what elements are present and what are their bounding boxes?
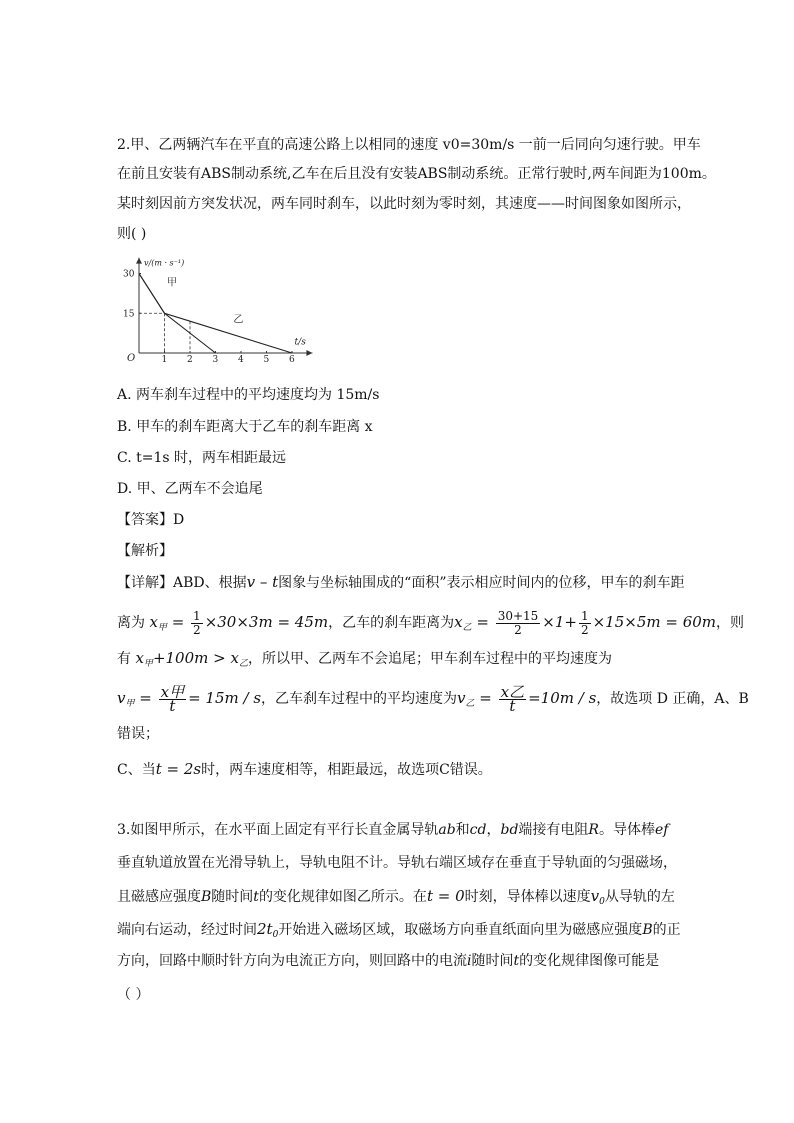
q2-stem-line-3: 某时刻因前方突发状况，两车同时刹车，以此时刻为零时刻，其速度——时间图象如图所示， [117, 196, 691, 212]
fraction-x-yi-t: $\frac{\text{x乙}}{t}$ [500, 682, 525, 715]
eq-no-collision: $x_甲+100m > x_乙$ [135, 649, 248, 669]
q2-stem-line-4: 则( ) [117, 226, 147, 242]
detail-text: ，乙车的刹车距离为 [328, 615, 455, 631]
detail-text: 图象与坐标轴围成的“面积”表示相应时间内的位移，甲车的刹车距 [278, 575, 685, 591]
q2-detail-line-5: 错误； [117, 726, 159, 742]
detail-text: 离为 [117, 615, 145, 631]
q2-option-d: D. 甲、乙两车不会追尾 [117, 481, 263, 497]
eq-yi-mid: ×1+ [542, 613, 577, 631]
detail-text: ，乙车刹车过程中的平均速度为 [261, 691, 458, 707]
x-tick-label: 1 [161, 355, 168, 365]
x-tick-label: 4 [238, 355, 244, 365]
detail-text: ，则 [716, 615, 745, 631]
eq-v-jia: $v_甲$ = [117, 689, 157, 709]
x-axis-arrow [306, 350, 312, 356]
velocity-time-chart [115, 255, 315, 367]
q2-detail-line-4 [117, 680, 749, 716]
q2-analysis-heading: 【解析】 [117, 543, 173, 559]
q3-line-3: 且磁感应强度B随时间t的变化规律如图乙所示。在t = 0时刻，导体棒以速度$v_0$从导轨的左 [117, 887, 675, 907]
q2-option-c: C. t=1s 时，两车相距最远 [117, 450, 287, 466]
q2-stem-line-2: 在前且安装有ABS制动系统,乙车在后且没有安装ABS制动系统。正常行驶时,两车间距为100m。 [117, 166, 716, 182]
eq-t-2s: t = 2s [155, 760, 202, 778]
q2-option-b: B. 甲车的刹车距离大于乙车的刹车距离 x [117, 419, 373, 435]
q2-option-a: A. 两车刹车过程中的平均速度均为 15m/s [117, 387, 380, 403]
x-tick-label: 3 [212, 355, 219, 365]
y-tick-label: 15 [123, 309, 135, 320]
q3-line-4: 端向右运动，经过时间$2t_0$开始进入磁场区域，取磁场方向垂直纸面向里为磁感应强度B的正 [117, 920, 681, 940]
detail-text: 【详解】ABD、根据 [117, 575, 247, 591]
vt-symbol: v – t [246, 573, 279, 591]
fraction-avg: $\frac{30+15}{2}$ [497, 608, 539, 637]
x-tick-label: 6 [289, 355, 295, 365]
eq-v-yi-result: =10m / s [528, 689, 597, 707]
q3-line-1: 3.如图甲所示，在水平面上固定有平行长直金属导轨ab和cd，bd端接有电阻R。导体棒ef [117, 822, 669, 838]
fraction-half-2: $\frac{1}{2}$ [580, 608, 589, 637]
q2-stem-line-1: 2.甲、乙两辆汽车在平直的高速公路上以相同的速度 v0=30m/s 一前一后同向匀速行驶。甲车 [117, 137, 701, 153]
x-tick-label: 2 [187, 355, 193, 365]
detail-text: C、当 [117, 762, 156, 778]
detail-text: ，故选项 D 正确，A、B [596, 691, 749, 707]
q2-detail-line-3 [117, 648, 612, 674]
series-label-jia: 甲 [167, 277, 178, 289]
x-tick-label: 5 [263, 355, 270, 365]
series-label-yi: 乙 [233, 314, 244, 326]
fraction-x-jia-t: $\frac{\text{x甲}}{t}$ [160, 682, 185, 715]
y-axis-label: v/(m · s⁻¹) [144, 258, 185, 268]
q2-detail-line-6 [117, 759, 492, 780]
q2-detail-line-2 [117, 604, 744, 640]
y-axis-arrow [136, 258, 142, 264]
q2-answer: 【答案】D [117, 512, 185, 528]
q2-detail-line-1 [117, 572, 685, 593]
origin-label: O [127, 353, 136, 364]
detail-text: ，所以甲、乙两车不会追尾；甲车刹车过程中的平均速度为 [247, 651, 612, 667]
eq-x-jia: $x_甲$ = [149, 613, 190, 633]
x-axis-label: t/s [294, 337, 306, 348]
q3-line-2: 垂直轨道放置在光滑导轨上，导轨电阻不计。导轨右端区域存在垂直于导轨面的匀强磁场， [117, 855, 677, 871]
detail-text: 有 [117, 651, 131, 667]
eq-x-yi: $x_乙$ = [454, 613, 494, 633]
q3-line-5: 方向，回路中顺时针方向为电流正方向，则回路中的电流i随时间t的变化规律图像可能是 [117, 953, 660, 969]
eq-v-yi: $v_乙$ = [457, 689, 497, 709]
q3-line-6: （ ） [117, 987, 150, 1003]
y-tick-label: 30 [123, 269, 135, 280]
eq-yi-result: ×15×5m = 60m [592, 613, 717, 631]
eq-v-jia-result: = 15m / s [188, 689, 262, 707]
fraction-half: $\frac{1}{2}$ [193, 608, 201, 637]
detail-text: 时，两车速度相等，相距最远，故选项C错误。 [201, 762, 492, 778]
eq-jia-result: ×30×3m = 45m [204, 613, 329, 631]
